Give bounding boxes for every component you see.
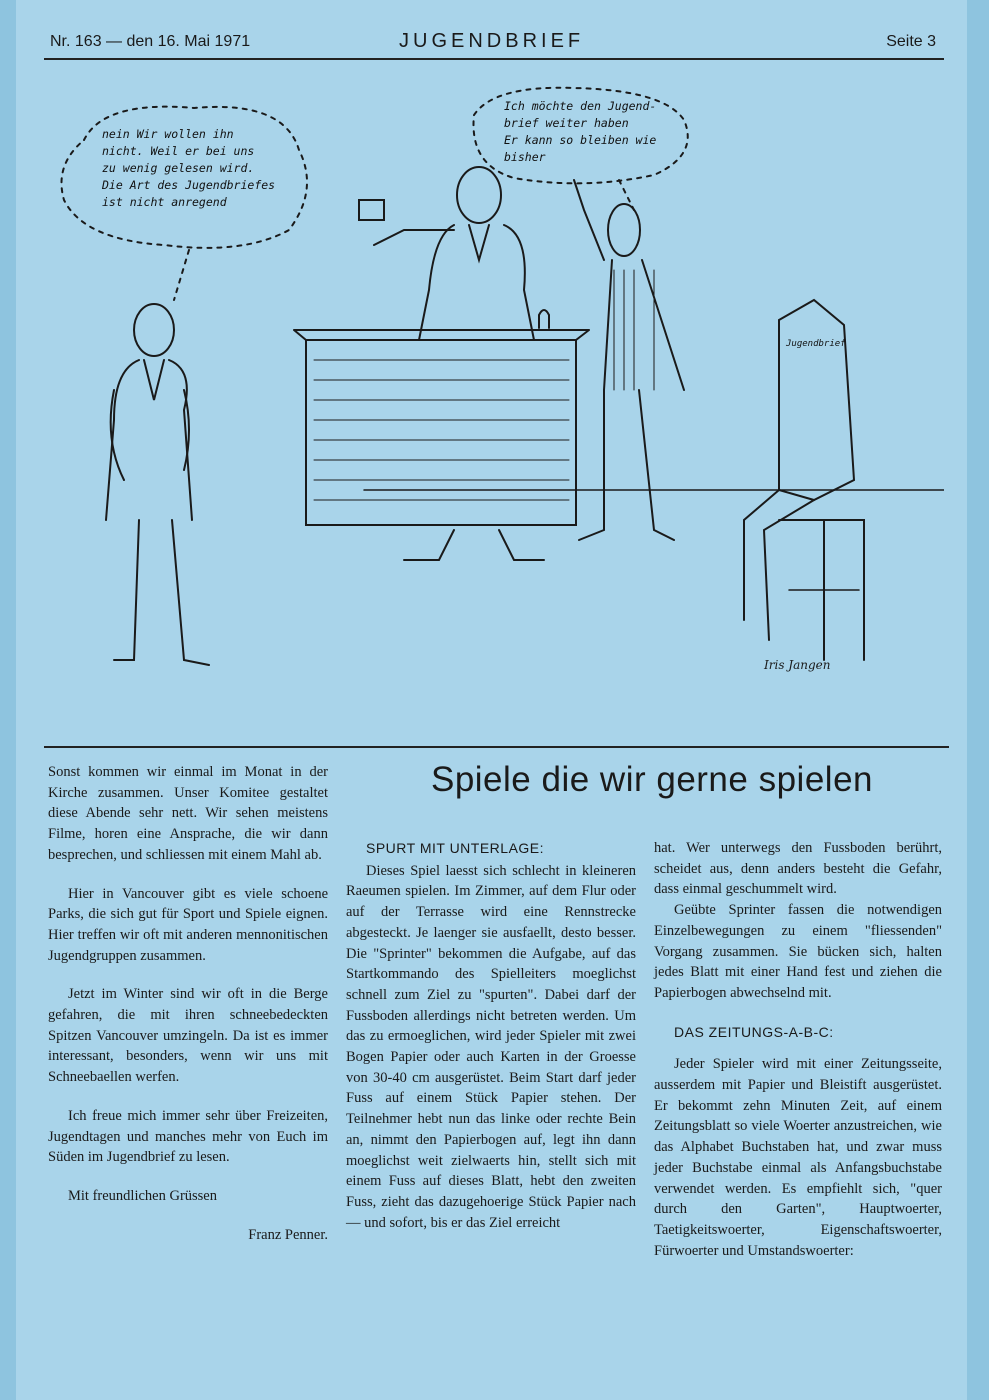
artist-signature: Iris Jangen [764, 658, 831, 672]
speech-line: brief weiter haben [504, 116, 629, 130]
letter-paragraph: Ich freue mich immer sehr über Freizeiten, Jugendtagen und manches mehr von Euch im Süden im Jugendbrief zu lesen. [48, 1107, 328, 1166]
page-edge-left [0, 0, 16, 1400]
spacer [654, 1044, 942, 1054]
letter-column [48, 762, 328, 1263]
figure-left-man [106, 304, 209, 665]
game-description-sprinter: Geübte Sprinter fassen die notwendigen Einzelbewegungen zu einem "fliessenden" Vorgang zusammen. Sie bücken sich, halten jedes Blatt mit einer Hand fest und ziehen die Papierbogen abwechselnd mit. [654, 902, 942, 1001]
figure-middle-man [359, 167, 544, 560]
article-column-middle [346, 838, 636, 1233]
article-title: Spiele die wir gerne spielen [430, 760, 874, 799]
section-divider [44, 746, 949, 748]
page-edge-right [967, 0, 989, 1400]
speech-line: nicht. Weil er bei uns [102, 144, 255, 158]
speech-text-right [504, 98, 656, 166]
letter-paragraph: Jetzt im Winter sind wir oft in die Berge gefahren, die mit ihren schneebedeckten Spitzen Vancouver umzingeln. Da ist es immer interessant, besonders, wenn wir uns mit Schneebaellen werfen. [48, 986, 328, 1086]
page-header [44, 28, 944, 60]
game-heading-zeitungs-abc: DAS ZEITUNGS-A-B-C: [674, 1023, 834, 1040]
game-description-spurt: Dieses Spiel laesst sich schlecht in kleineren Raeumen spielen. Im Zimmer, auf dem Flur oder auf der Terrasse wird eine Rennstrecke abgesteckt. Je laenger sie ausfaellt, desto besser. Die "Sprinter" bekommen die Aufgabe, auf das Startkommando des Spielleiters moeglichst schnell zum Ziel zu "spurten". Dabei darf der Fussboden allerdings nicht betreten werden. Um das zu ermoeglichen, wird jeder Spieler mit zwei Bogen Papier oder auch Karten in der Groesse von 30-40 cm ausgerüstet. Beim Start darf jeder Fuss auf einem Stück Papier stehen. Der Teilnehmer hebt nun das linke oder rechte Bein an, nimmt den Papierbogen auf, legt ihn dann moeglichst weit zielwaerts hin, stellt sich mit einem Fuss auf dieses Blatt, hebt den zweiten Fuss, zieht das dazugehoerige Stück Papier nach — und sofort, bis er das Ziel erreicht [346, 862, 636, 1231]
letter-paragraph: Hier in Vancouver gibt es viele schoene Parks, die sich gut für Sport und Spiele eignen. Hier treffen wir oft mit anderen mennonitischen Jugendgruppen zusammen. [48, 885, 328, 964]
figure-newspaper [744, 300, 864, 660]
spacer [654, 1004, 942, 1022]
table [294, 310, 589, 525]
letter-greeting: Mit freundlichen Grüssen [68, 1187, 217, 1204]
issue-date: Nr. 163 — den 16. Mai 1971 [50, 33, 251, 50]
speech-line: Ich möchte den Jugend- [504, 99, 657, 113]
speech-line: ist nicht anregend [102, 195, 227, 209]
publication-title: JUGENDBRIEF [399, 30, 585, 52]
game-description-continued: hat. Wer unterwegs den Fussboden berührt, scheidet aus, denn anders besteht die Gefahr, dass einmal geschummelt wird. [654, 840, 942, 898]
article-column-right [654, 838, 942, 1261]
speech-line: nein Wir wollen ihn [102, 127, 234, 141]
cartoon-illustration [44, 60, 944, 750]
newspaper-label: Jugendbrief [786, 339, 846, 349]
speech-line: Er kann so bleiben wie [504, 133, 657, 147]
speech-line: Die Art des Jugendbriefes [102, 178, 276, 192]
speech-text-left [102, 126, 275, 211]
letter-paragraph: Sonst kommen wir einmal im Monat in der Kirche zusammen. Unser Komitee gestaltet diese Abende sehr nett. Wir sehen meistens Filme, horen eine Ansprache, die wir dann besprechen, und schliessen mit einem Mahl ab. [48, 764, 328, 863]
speech-line: zu wenig gelesen wird. [102, 161, 255, 175]
page-number: Seite 3 [886, 33, 936, 50]
speech-bubble-right-tail [619, 180, 634, 210]
speech-line: bisher [504, 150, 546, 164]
letter-signature: Franz Penner. [248, 1226, 328, 1243]
game-heading-spurt: SPURT MIT UNTERLAGE: [366, 840, 545, 856]
game-description-zeitungs-abc: Jeder Spieler wird mit einer Zeitungsseite, ausserdem mit Papier und Bleistift ausgerüstet. Er bekommt zehn Minuten Zeit, auf einem Zeitungsblatt so viele Woerter anzustreichen, wie das Alphabet Buchstaben hat, und zwar muss jeder Buchstabe einmal als Anfangsbuchstabe verwendet werden. Es empfiehlt sich, "quer durch den Garten", Hauptwoerter, Taetigkeitswoerter, Eigenschaftswoerter, Fürwoerter und Umstandswoerter: [654, 1056, 942, 1259]
speech-bubble-left-tail [174, 250, 189, 300]
figure-right-man [574, 180, 684, 540]
